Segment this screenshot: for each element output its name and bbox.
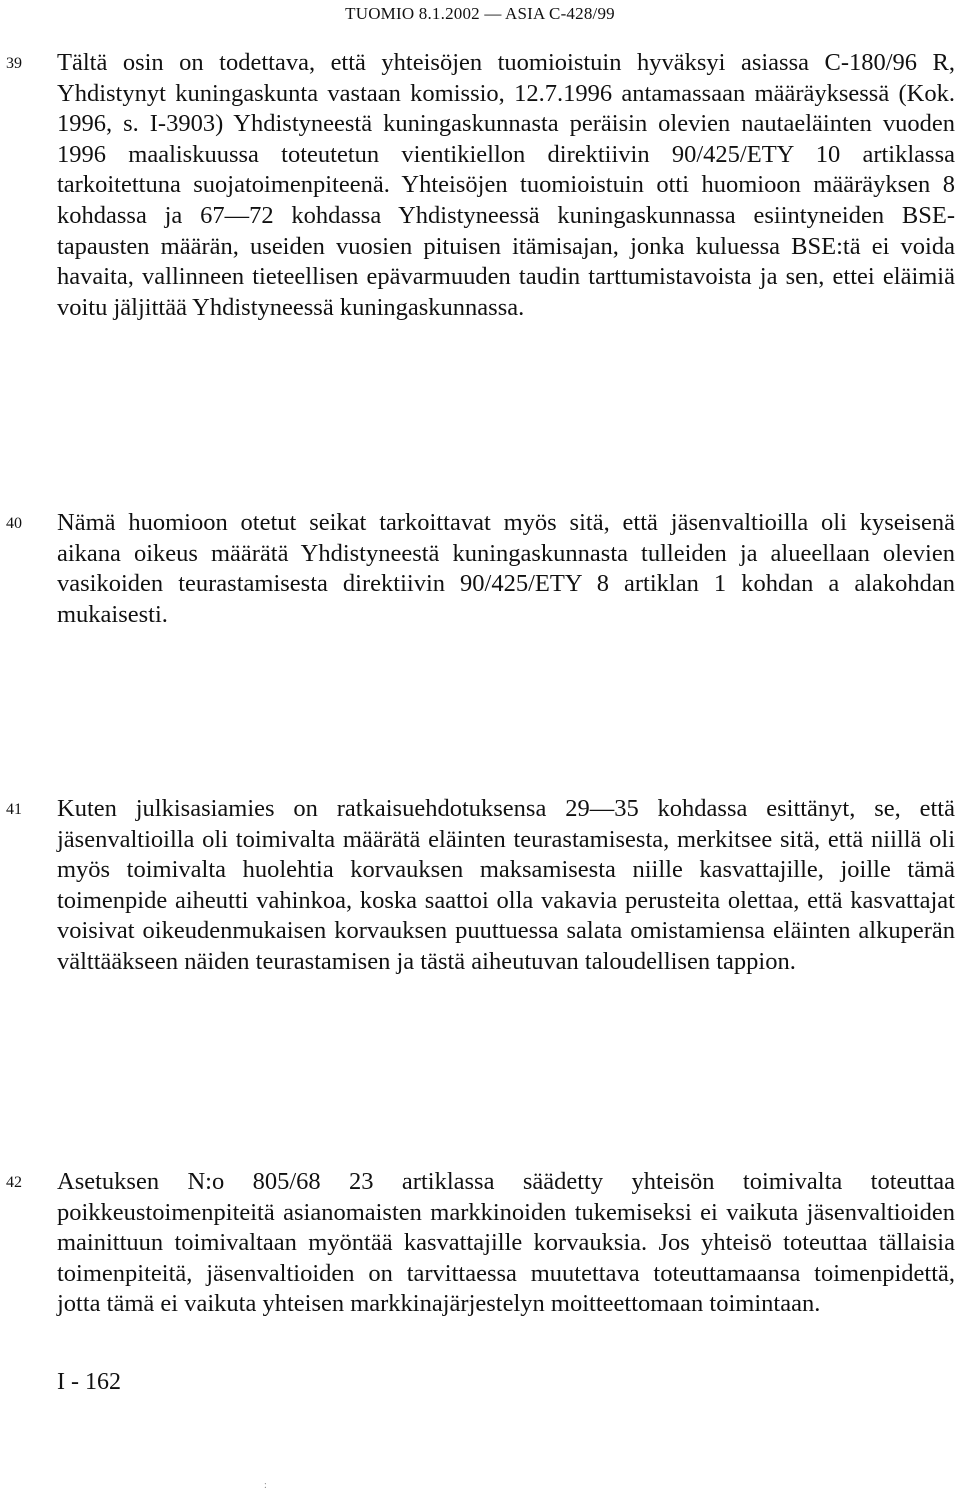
paragraph-number: 39 xyxy=(6,55,22,72)
paragraph-number: 40 xyxy=(6,515,22,532)
paragraph-text: Nämä huomioon otetut seikat tarkoittavat myös sitä, että jäsenvaltioilla oli kyseisenä aikana oikeus määrätä Yhdistyneestä kuningaskunnasta tulleiden ja alueellaan olevien vasikoiden teurastamisesta direktiivin 90/425/ETY 8 artiklan 1 kohdan a alakohdan mukaisesti. xyxy=(57,509,955,628)
paragraph-text: Kuten julkisasiamies on ratkaisuehdotuksensa 29—35 kohdassa esittänyt, se, että jäsenvaltioilla oli toimivalta määrätä eläinten teurastamisesta, merkitsee sitä, että niillä oli myös toimivalta huolehtia korvauksen maksamisesta niille kasvattajille, joille tämä toimenpide aiheutti vahinkoa, koska saattoi olla vakavia perusteita olettaa, että kasvattajat voisivat oikeudenmukaisen korvauksen puuttuessa salata omistamiensa eläinten alkuperän välttääkseen näiden teurastamisen ja tästä aiheutuvan taloudellisen tappion. xyxy=(57,795,955,975)
paragraph-text: Asetuksen N:o 805/68 23 artiklassa säädetty yhteisön toimivalta toteuttaa poikkeustoimenpiteitä asianomaisten markkinoiden tukemiseksi ei vaikuta jäsenvaltioiden mainittuun toimivaltaan myöntää kasvattajille korvauksia. Jos yhteisö toteuttaa tällaisia toimenpiteitä, jäsenvaltioiden on tarvittaessa muutettava toteuttamaansa toimenpidettä, jotta tämä ei vaikuta yhteisen markkinajärjestelyn moitteettomaan toimintaan. xyxy=(57,1168,955,1318)
page-number: I - 162 xyxy=(57,1369,121,1395)
stray-mark: : xyxy=(264,1480,267,1491)
running-header: TUOMIO 8.1.2002 — ASIA C-428/99 xyxy=(345,4,615,23)
paragraph-text: Tältä osin on todettava, että yhteisöjen tuomioistuin hyväksyi asiassa C-180/96 R, Yhdistynyt kuningaskunta vastaan komissio, 12.7.1996 antamassaan määräyksessä (Kok. 1996, s. I-3903) Yhdistyneestä kuningaskunnasta peräisin olevien nautaeläinten vuoden 1996 maaliskuussa toteutetun vientikiellon direktiivin 90/425/ETY 10 artiklassa tarkoitettuna suojatoimenpiteenä. Yhteisöjen tuomioistuin otti huomioon määräyksen 8 kohdassa ja 67—72 kohdassa Yhdistyneessä kuningaskunnassa esiintyneiden BSE-tapausten määrän, useiden vuosien pituisen itämisajan, jonka kuluessa BSE:tä ei voida havaita, vallinneen tieteellisen epävarmuuden taudin tarttumistavoista ja sen, ettei eläimiä voitu jäljittää Yhdistyneessä kuningaskunnassa. xyxy=(57,49,955,321)
paragraph-number: 41 xyxy=(6,801,22,818)
paragraph-number: 42 xyxy=(6,1174,22,1191)
